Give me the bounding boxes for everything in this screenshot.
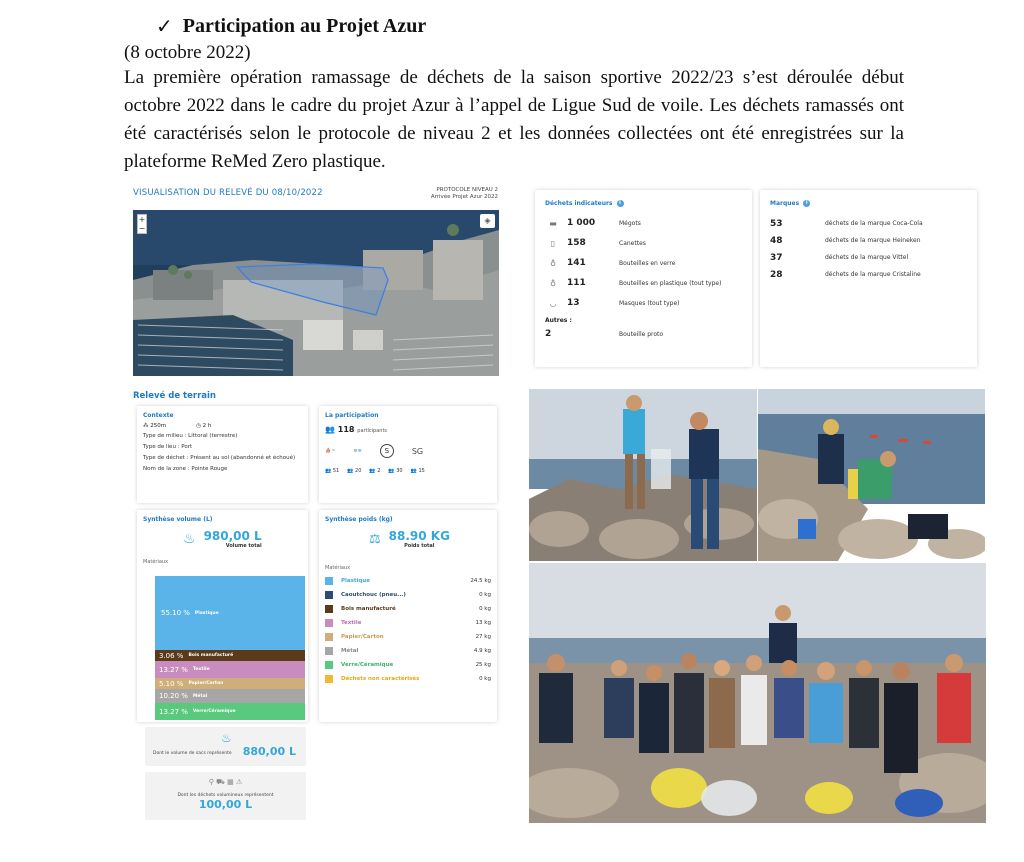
- group-count: 👥 2: [369, 468, 381, 474]
- volume-title: Synthèse volume (L): [143, 516, 213, 523]
- legend-value: 4.9 kg: [473, 648, 491, 654]
- legend-swatch: [325, 619, 333, 627]
- cigarette-icon: ▬: [549, 218, 557, 228]
- footprints-icon: ⁂: [143, 423, 149, 429]
- sg-logo: SG: [411, 446, 424, 456]
- mask-icon: ◡: [549, 298, 557, 308]
- legend-swatch: [325, 577, 333, 585]
- zoom-out-button[interactable]: −: [138, 224, 146, 233]
- legend-label: Bois manufacturé: [341, 606, 396, 612]
- brands-title: Marques i: [770, 200, 967, 207]
- segment-label: Papier/Carton: [188, 681, 224, 686]
- heading-text: Participation au Projet Azur: [182, 14, 427, 37]
- document-text: [124, 12, 904, 176]
- dashboard-title: VISUALISATION DU RELEVÉ DU 08/10/2022: [133, 188, 323, 198]
- weight-title: Synthèse poids (kg): [325, 516, 393, 523]
- brand-row: 48 déchets de la marque Heineken: [770, 235, 921, 246]
- participant-count: [325, 425, 491, 434]
- zone-name: Nom de la zone : Pointe Rouge: [143, 466, 228, 472]
- brand-row: 37 déchets de la marque Vittel: [770, 252, 909, 263]
- legend-value: 0 kg: [479, 676, 491, 682]
- legend-label: Caoutchouc (pneu...): [341, 592, 406, 598]
- weight-legend-row: [325, 633, 491, 641]
- satellite-map[interactable]: [133, 210, 499, 376]
- legend-label: Déchets non caractérisés: [341, 676, 420, 682]
- body-paragraph: La première opération ramassage de déchets de la saison sportive 2022/23 s’est déroulée début octobre 2022 dans le cadre du projet Azur à l’appel de Ligue Sud de voile. Les déchets ramassés ont été caractérisés selon le protocole de niveau 2 et les données collectées ont été enregistrées sur la plateforme ReMed Zero plastique.: [124, 67, 904, 172]
- dechet-type: Type de déchet : Présent au sol (abandonné et échoué): [143, 455, 296, 461]
- indicator-title: Déchets indicateurs i: [545, 200, 742, 207]
- wave-logo-icon: ≋≋: [353, 448, 362, 454]
- volume-segment: [155, 703, 305, 720]
- people-icon: 👥: [325, 425, 335, 434]
- s-logo: S: [380, 444, 394, 458]
- photo-girls-rocks: [529, 389, 757, 561]
- segment-label: Verre/Céramique: [192, 709, 236, 714]
- group-count: 👥 20: [347, 468, 362, 474]
- map-zoom-control[interactable]: [137, 214, 147, 234]
- segment-percent: 5.10 %: [159, 679, 184, 688]
- segment-percent: 10.20 %: [159, 692, 188, 700]
- zoom-in-button[interactable]: +: [138, 215, 146, 224]
- brand-row: 28 déchets de la marque Cristaline: [770, 269, 921, 280]
- section-title: Relevé de terrain: [133, 391, 216, 401]
- participant-number: 118: [337, 425, 355, 434]
- group-count: 👥 15: [410, 468, 425, 474]
- segment-label: Bois manufacturé: [188, 653, 234, 658]
- volume-segment: [155, 650, 305, 661]
- weight-legend-row: [325, 647, 491, 655]
- weight-card: [319, 510, 497, 722]
- weight-legend-row: [325, 661, 491, 669]
- bulky-items-icon: ⚲ ⛟ ▦ ⚠: [208, 778, 243, 786]
- can-icon: ▯: [550, 238, 556, 248]
- segment-label: Métal: [192, 693, 208, 699]
- indicator-row: ♁ 141 Bouteilles en verre: [545, 253, 742, 273]
- weight-legend-row: [325, 605, 491, 613]
- clock-icon: ◷: [196, 423, 201, 429]
- volume-segment: [155, 689, 305, 703]
- map-image: [133, 210, 499, 376]
- materials-label: Matériaux: [143, 559, 169, 565]
- info-icon[interactable]: i: [803, 200, 810, 207]
- photo-beach-cleanup: [758, 389, 985, 561]
- legend-swatch: [325, 591, 333, 599]
- protocol-level: PROTOCOLE NIVEAU 2: [436, 187, 498, 193]
- lieu-type: Type de lieu : Port: [143, 444, 193, 450]
- section-heading: [156, 12, 904, 40]
- group-count: 👥 51: [325, 468, 340, 474]
- segment-percent: 13.27 %: [159, 665, 188, 674]
- legend-swatch: [325, 605, 333, 613]
- bulky-waste-card: [145, 772, 306, 820]
- info-icon[interactable]: i: [617, 200, 624, 207]
- segment-percent: 55.10 %: [161, 609, 190, 617]
- bags-icon: ♨: [221, 731, 232, 745]
- bags-label: Dont le volume de sacs représente: [153, 751, 232, 756]
- duration-value: 2 h: [202, 423, 212, 429]
- volume-segment: [155, 576, 305, 650]
- legend-value: 24.5 kg: [470, 578, 491, 584]
- bags-volume-card: [145, 727, 306, 766]
- indicator-row: 2 Bouteille proto: [545, 329, 664, 339]
- segment-label: Plastique: [194, 610, 219, 616]
- participation-title: La participation: [325, 412, 379, 419]
- legend-label: Textile: [341, 620, 362, 626]
- weight-legend-row: [325, 591, 491, 599]
- weight-total: 88.90 KG: [388, 529, 450, 543]
- plastic-bottle-icon: ♁: [550, 278, 556, 288]
- segment-percent: 3.06 %: [159, 651, 184, 660]
- weight-legend-row: [325, 577, 491, 585]
- weight-legend: [325, 577, 491, 683]
- group-count: 👥 30: [388, 468, 403, 474]
- layers-icon: ◈: [484, 216, 491, 225]
- segment-label: Textile: [192, 667, 210, 672]
- participation-card: [319, 406, 497, 503]
- legend-value: 27 kg: [475, 634, 491, 640]
- milieu-type: Type de milieu : Littoral (terrestre): [143, 433, 238, 439]
- indicator-row: ♁ 111 Bouteilles en plastique (tout type): [545, 273, 742, 293]
- indicator-waste-card: [535, 190, 752, 367]
- event-date: (8 octobre 2022): [124, 42, 251, 63]
- volume-total-label: Volume total: [225, 543, 262, 549]
- legend-value: 25 kg: [475, 662, 491, 668]
- distance-value: 250m: [150, 423, 167, 429]
- legend-label: Plastique: [341, 578, 370, 584]
- legend-value: 13 kg: [475, 620, 491, 626]
- legend-label: Métal: [341, 648, 359, 654]
- volume-segment: [155, 661, 305, 678]
- participant-label: participants: [357, 428, 388, 434]
- others-label: Autres :: [545, 317, 572, 324]
- volume-card: [137, 510, 308, 722]
- indicator-row: ▯ 158 Canettes: [545, 233, 742, 253]
- map-layers-button[interactable]: [480, 214, 495, 228]
- legend-label: Verre/Céramique: [341, 662, 394, 668]
- context-card: [137, 406, 308, 503]
- partner-logos: [325, 444, 491, 458]
- checkmark-icon: ✓: [156, 15, 173, 38]
- indicator-row: ◡ 13 Masques (tout type): [545, 293, 742, 313]
- bulky-value: 100,00 L: [198, 798, 253, 811]
- scale-icon: ⚖: [369, 531, 381, 547]
- brand-row: 53 déchets de la marque Coca-Cola: [770, 218, 923, 229]
- distance-meta: [143, 423, 166, 429]
- weight-legend-row: [325, 675, 491, 683]
- legend-value: 0 kg: [479, 606, 491, 612]
- volume-stacked-bar: [155, 576, 305, 720]
- glass-bottle-icon: ♁: [550, 258, 556, 268]
- photo-group: [529, 563, 986, 823]
- sailing-league-logo-icon: ⛵~: [325, 448, 336, 454]
- segment-percent: 13.27 %: [159, 707, 188, 716]
- bags-value: 880,00 L: [242, 745, 296, 758]
- group-counts: [325, 468, 491, 474]
- brands-card: [760, 190, 977, 367]
- legend-swatch: [325, 647, 333, 655]
- context-title: Contexte: [143, 412, 174, 419]
- bulky-label: Dont les déchets volumineux représentent: [177, 793, 274, 798]
- duration-meta: [196, 423, 211, 429]
- trash-bags-icon: ♨: [183, 531, 196, 547]
- volume-total: 980,00 L: [203, 529, 262, 543]
- weight-legend-row: [325, 619, 491, 627]
- legend-swatch: [325, 675, 333, 683]
- legend-label: Papier/Carton: [341, 634, 384, 640]
- legend-value: 0 kg: [479, 592, 491, 598]
- volume-segment: [155, 678, 305, 689]
- protocol-event: Arrivée Projet Azur 2022: [430, 194, 498, 200]
- protocol-label: [380, 187, 498, 201]
- legend-swatch: [325, 633, 333, 641]
- legend-swatch: [325, 661, 333, 669]
- materials-label: Matériaux: [325, 565, 351, 571]
- weight-total-label: Poids total: [404, 543, 435, 549]
- indicator-row: ▬ 1 000 Mégots: [545, 213, 742, 233]
